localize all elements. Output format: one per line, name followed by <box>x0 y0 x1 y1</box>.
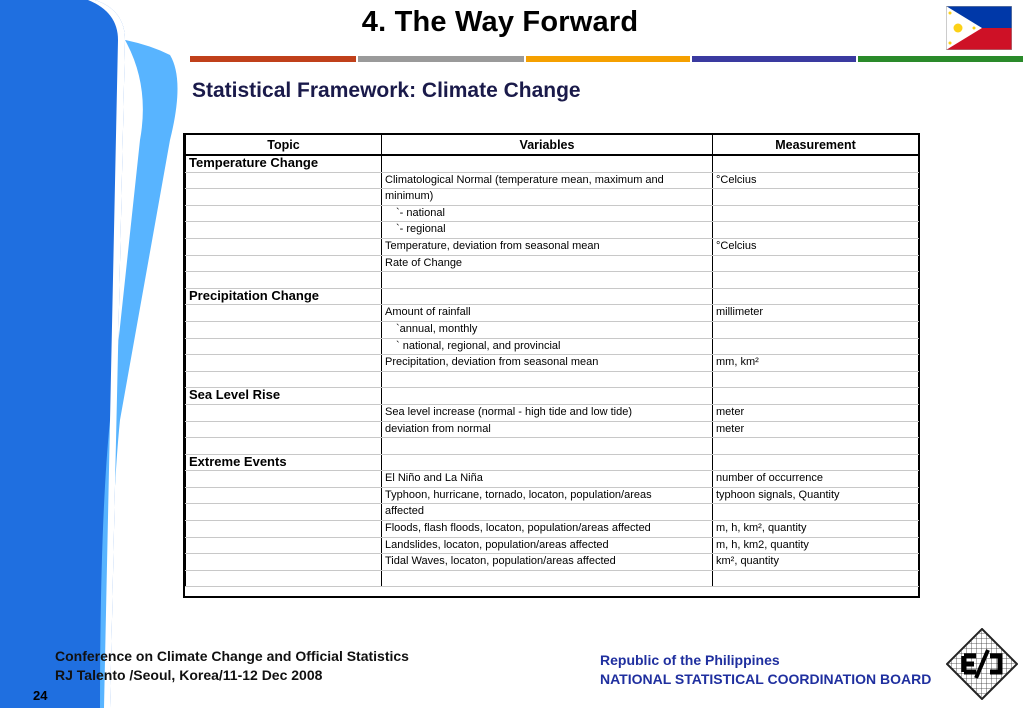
variable-cell <box>382 371 713 388</box>
topic-cell: Extreme Events <box>186 454 382 471</box>
table-row <box>186 155 919 172</box>
variable-cell <box>382 272 713 289</box>
measurement-cell <box>713 155 919 172</box>
measurement-cell <box>713 438 919 455</box>
table-row <box>186 355 919 372</box>
measurement-cell <box>713 255 919 272</box>
table-row <box>186 305 919 322</box>
measurement-cell: meter <box>713 404 919 421</box>
measurement-cell <box>713 338 919 355</box>
variable-cell <box>382 155 713 172</box>
topic-cell <box>186 521 382 538</box>
table-row <box>186 238 919 255</box>
variable-cell: affected <box>382 504 713 521</box>
variable-cell: Climatological Normal (temperature mean, maximum and <box>382 172 713 189</box>
topic-cell <box>186 504 382 521</box>
topic-cell <box>186 404 382 421</box>
topic-cell <box>186 471 382 488</box>
topic-cell <box>186 305 382 322</box>
decorative-swoosh <box>0 0 200 708</box>
variable-cell <box>382 454 713 471</box>
topic-cell: Temperature Change <box>186 155 382 172</box>
author-line: RJ Talento /Seoul, Korea/11-12 Dec 2008 <box>55 667 323 683</box>
color-bar-segment-1 <box>190 56 356 62</box>
variable-cell <box>382 438 713 455</box>
table-row <box>186 272 919 289</box>
table-row <box>186 338 919 355</box>
variable-cell: Tidal Waves, locaton, population/areas affected <box>382 554 713 571</box>
footer-organization <box>600 651 931 689</box>
framework-table <box>185 135 919 587</box>
table-row <box>186 504 919 521</box>
topic-cell: Sea Level Rise <box>186 388 382 405</box>
variable-cell <box>382 288 713 305</box>
variable-cell: Floods, flash floods, locaton, population/areas affected <box>382 521 713 538</box>
color-bar-segment-2 <box>358 56 524 62</box>
section-subtitle: Statistical Framework: Climate Change <box>192 79 581 102</box>
measurement-cell <box>713 205 919 222</box>
table-row <box>186 288 919 305</box>
measurement-cell <box>713 371 919 388</box>
variable-cell: Typhoon, hurricane, tornado, locaton, population/areas <box>382 487 713 504</box>
variable-cell: `annual, monthly <box>382 321 713 338</box>
topic-cell <box>186 438 382 455</box>
table-row <box>186 471 919 488</box>
topic-cell <box>186 554 382 571</box>
measurement-cell <box>713 570 919 587</box>
measurement-cell: mm, km² <box>713 355 919 372</box>
table-row <box>186 404 919 421</box>
table-row <box>186 172 919 189</box>
measurement-cell <box>713 321 919 338</box>
conference-title: Conference on Climate Change and Official Statistics <box>55 648 409 664</box>
variable-cell: Sea level increase (normal - high tide and low tide) <box>382 404 713 421</box>
table-row <box>186 521 919 538</box>
variable-cell: El Niño and La Niña <box>382 471 713 488</box>
color-bar-segment-4 <box>692 56 856 62</box>
topic-cell <box>186 371 382 388</box>
variable-cell <box>382 388 713 405</box>
topic-cell <box>186 355 382 372</box>
variable-cell: Rate of Change <box>382 255 713 272</box>
footer-conference-info <box>55 647 409 685</box>
variable-cell: `- regional <box>382 222 713 239</box>
measurement-cell: number of occurrence <box>713 471 919 488</box>
table-body <box>186 155 919 587</box>
measurement-cell <box>713 288 919 305</box>
table-row <box>186 255 919 272</box>
table-row <box>186 570 919 587</box>
topic-cell <box>186 189 382 206</box>
page-title: 4. The Way Forward <box>361 6 639 38</box>
topic-cell <box>186 272 382 289</box>
table-header-row <box>186 135 919 155</box>
variable-cell: `- national <box>382 205 713 222</box>
table-row <box>186 321 919 338</box>
variable-cell: deviation from normal <box>382 421 713 438</box>
topic-cell: Precipitation Change <box>186 288 382 305</box>
topic-cell <box>186 537 382 554</box>
variable-cell: ` national, regional, and provincial <box>382 338 713 355</box>
topic-cell <box>186 338 382 355</box>
measurement-cell: millimeter <box>713 305 919 322</box>
topic-cell <box>186 487 382 504</box>
table-row <box>186 189 919 206</box>
measurement-cell <box>713 454 919 471</box>
table-row <box>186 205 919 222</box>
table-row <box>186 537 919 554</box>
org-country: Republic of the Philippines <box>600 652 780 668</box>
measurement-cell: meter <box>713 421 919 438</box>
column-header-variables: Variables <box>382 135 713 155</box>
table-row <box>186 554 919 571</box>
measurement-cell <box>713 189 919 206</box>
table-row <box>186 454 919 471</box>
table-row <box>186 438 919 455</box>
variable-cell: minimum) <box>382 189 713 206</box>
variable-cell: Amount of rainfall <box>382 305 713 322</box>
topic-cell <box>186 255 382 272</box>
measurement-cell: °Celcius <box>713 238 919 255</box>
page-number: 24 <box>33 688 48 703</box>
measurement-cell: m, h, km2, quantity <box>713 537 919 554</box>
topic-cell <box>186 421 382 438</box>
measurement-cell: m, h, km², quantity <box>713 521 919 538</box>
column-header-measurement: Measurement <box>713 135 919 155</box>
topic-cell <box>186 321 382 338</box>
framework-table-container <box>183 133 920 598</box>
topic-cell <box>186 205 382 222</box>
table-row <box>186 388 919 405</box>
nscb-logo-icon <box>946 628 1018 700</box>
measurement-cell: °Celcius <box>713 172 919 189</box>
table-row <box>186 371 919 388</box>
table-row <box>186 487 919 504</box>
measurement-cell <box>713 504 919 521</box>
org-name: NATIONAL STATISTICAL COORDINATION BOARD <box>600 671 932 687</box>
measurement-cell <box>713 272 919 289</box>
topic-cell <box>186 570 382 587</box>
philippine-flag-icon <box>946 6 1012 50</box>
color-bar-segment-5 <box>858 56 1023 62</box>
topic-cell <box>186 172 382 189</box>
measurement-cell: km², quantity <box>713 554 919 571</box>
variable-cell: Temperature, deviation from seasonal mean <box>382 238 713 255</box>
column-header-topic: Topic <box>186 135 382 155</box>
variable-cell: Landslides, locaton, population/areas affected <box>382 537 713 554</box>
table-row <box>186 421 919 438</box>
variable-cell: Precipitation, deviation from seasonal mean <box>382 355 713 372</box>
table-row <box>186 222 919 239</box>
measurement-cell: typhoon signals, Quantity <box>713 487 919 504</box>
color-bar-segment-3 <box>526 56 690 62</box>
measurement-cell <box>713 222 919 239</box>
measurement-cell <box>713 388 919 405</box>
topic-cell <box>186 238 382 255</box>
topic-cell <box>186 222 382 239</box>
variable-cell <box>382 570 713 587</box>
